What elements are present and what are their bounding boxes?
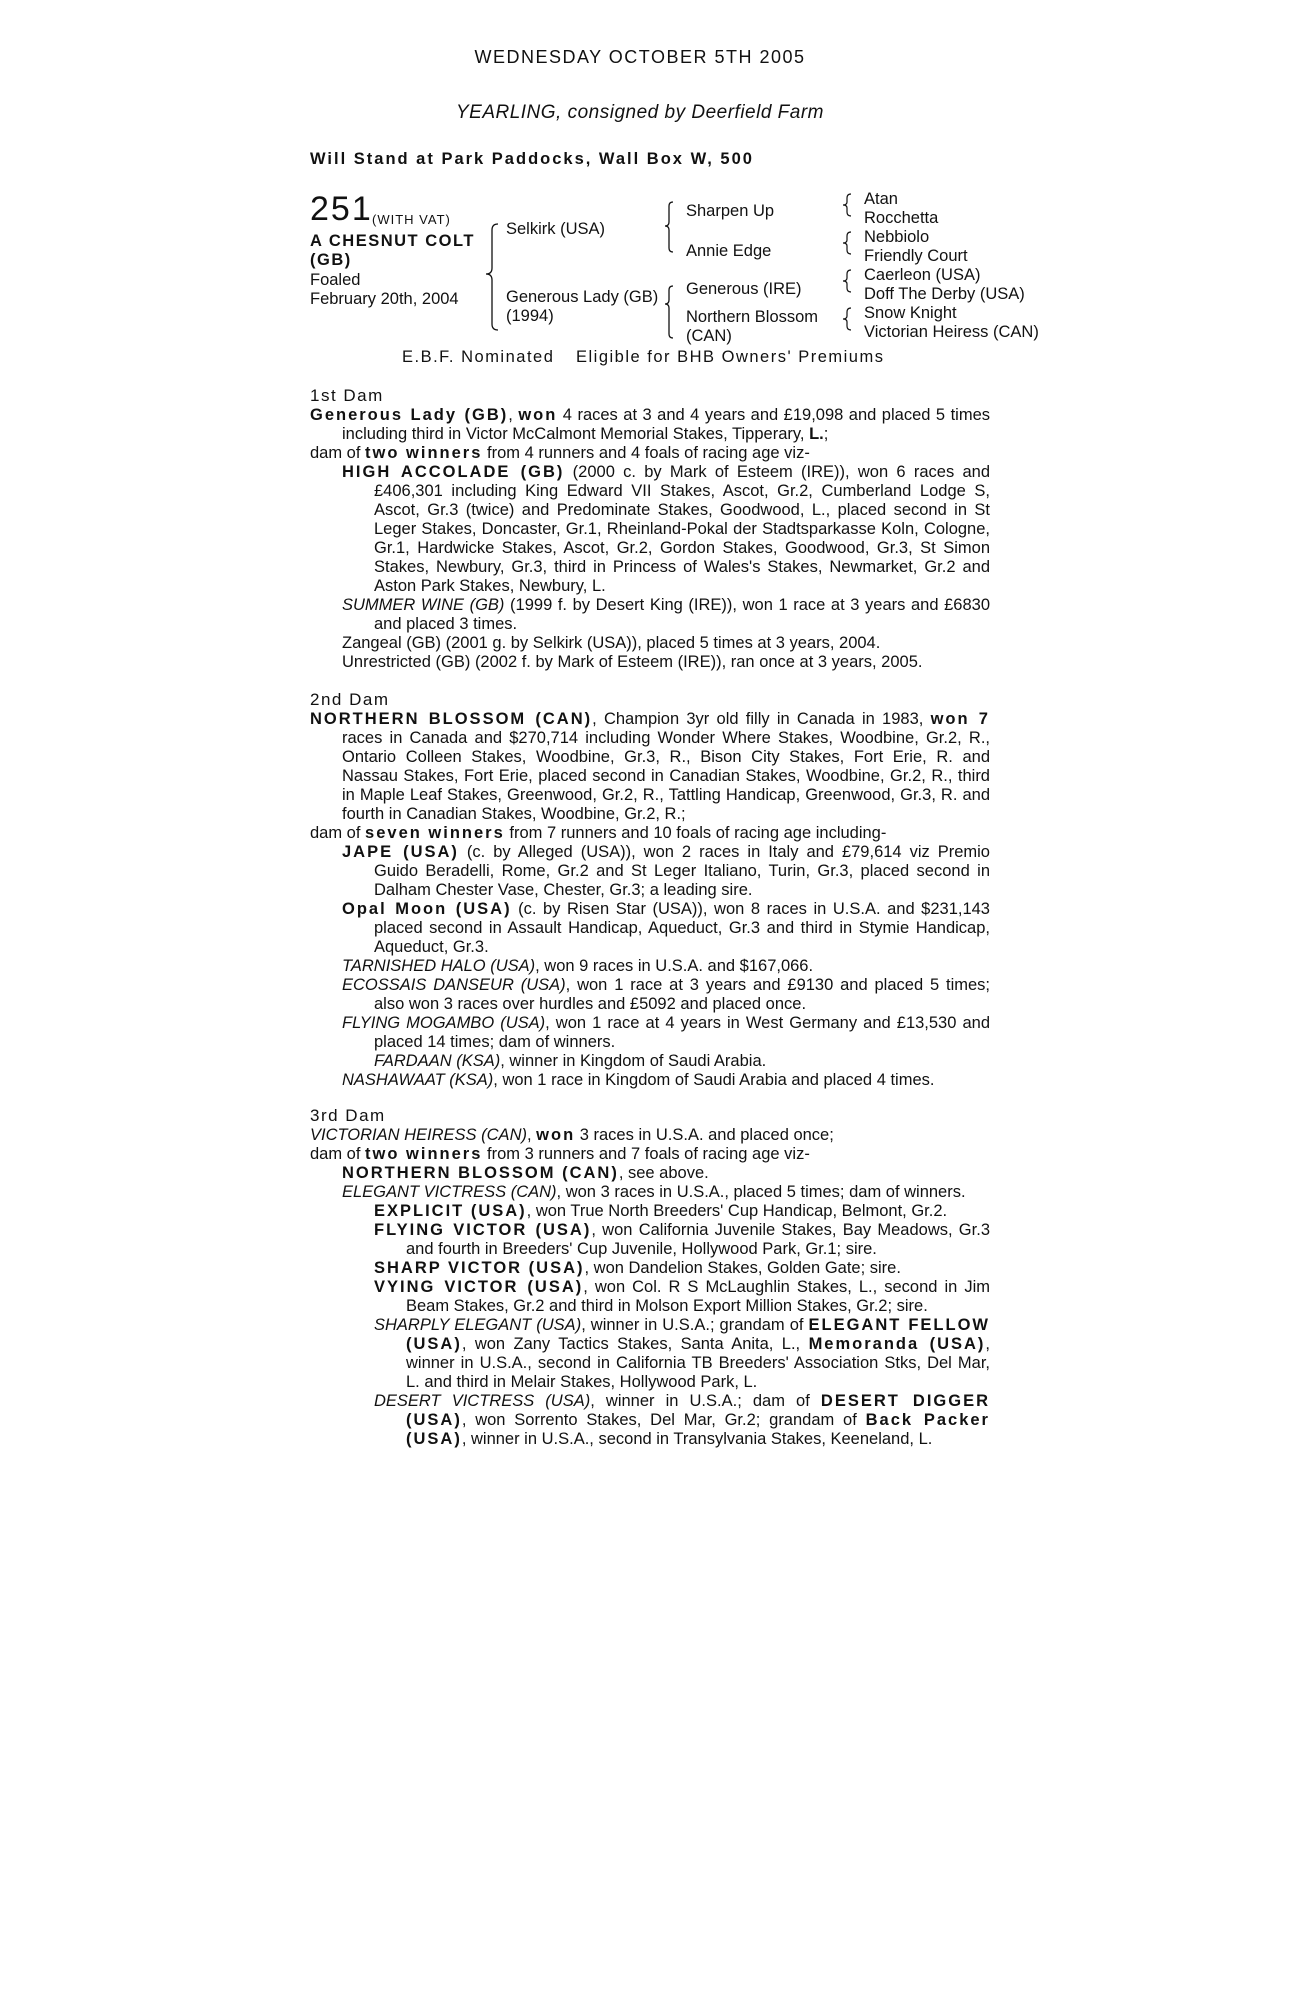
grand-produce-name: DESERT DIGGER (USA) [406, 1392, 991, 1429]
consignment-line: YEARLING, consigned by Deerfield Farm [455, 102, 825, 123]
produce-entry [310, 1164, 990, 1183]
produce-name: TARNISHED HALO (USA) [342, 957, 536, 975]
produce-name: EXPLICIT (USA) [374, 1202, 527, 1220]
produce-text: , won Sorrento Stakes, Del Mar, Gr.2; grandam of [461, 1411, 857, 1429]
produce-text: , winner in U.S.A., second in California TB Breeders' Association Stks, Del Mar, L. and third in Melair Stakes, Hollywood Park, L. [406, 1335, 990, 1391]
winners-count: two winners [365, 1145, 483, 1163]
vat-note: (WITH VAT) [372, 212, 451, 227]
won-word: won 7 [930, 710, 990, 728]
produce-name: FLYING MOGAMBO (USA) [342, 1014, 546, 1032]
second-dam-heading: 2nd Dam [310, 690, 390, 709]
grand-produce-entry [310, 1259, 990, 1278]
grand-produce-entry [310, 1278, 990, 1316]
produce-text: , won 3 races in U.S.A., placed 5 times; dam of winners. [556, 1183, 966, 1201]
produce-entry [310, 463, 990, 596]
grand-produce-name: Memoranda (USA) [808, 1335, 986, 1353]
produce-text: , won 1 race at 3 years and £9130 and placed 5 times; also won 3 races over hurdles and £5092 and placed once. [374, 976, 990, 1013]
produce-entry [310, 900, 990, 957]
first-dam-intro: 4 races at 3 and 4 years and £19,098 and placed 5 times including third in Victor McCalmont Memorial Stakes, Tipperary, [342, 406, 990, 443]
produce-text: , won 1 race at 4 years in West Germany and £13,530 and placed 14 times; dam of winners. [374, 1014, 991, 1051]
produce-name: JAPE (USA) [342, 843, 459, 861]
second-dam-record [310, 710, 990, 824]
first-dam-heading: 1st Dam [310, 386, 384, 405]
grand-produce-entry [310, 1202, 990, 1221]
dam-of-label: dam of [310, 824, 361, 842]
dam-of-label: dam of [310, 444, 361, 462]
produce-text: , won Dandelion Stakes, Golden Gate; sire. [584, 1259, 901, 1277]
second-dam-intro: , Champion 3yr old filly in Canada in 1983, [592, 710, 924, 728]
produce-entry: Zangeal (GB) (2001 g. by Selkirk (USA)), placed 5 times at 3 years, 2004. [342, 634, 881, 652]
foaled-label: Foaled [310, 271, 361, 289]
produce-name: VYING VICTOR (USA) [374, 1278, 584, 1296]
sale-date: WEDNESDAY OCTOBER 5TH 2005 [474, 47, 806, 67]
produce-name: ELEGANT VICTRESS (CAN) [342, 1183, 557, 1201]
produce-entry [310, 1071, 990, 1090]
sire-dam: Annie Edge [686, 242, 772, 260]
produce-name: FLYING VICTOR (USA) [374, 1221, 592, 1239]
produce-name: FARDAAN (KSA) [374, 1052, 501, 1070]
punct: ; [823, 425, 829, 443]
dam-dam: Northern Blossom [686, 308, 819, 326]
produce-entry [310, 1014, 990, 1052]
ggp-8: Victorian Heiress (CAN) [864, 323, 1039, 341]
produce-entry [310, 976, 990, 1014]
produce-name: Opal Moon (USA) [342, 900, 512, 918]
dam-name: Generous Lady (GB) [506, 288, 659, 306]
ggp-3: Nebbiolo [864, 228, 930, 246]
produce-entry [310, 843, 990, 900]
third-dam-heading: 3rd Dam [310, 1106, 386, 1125]
grand-produce-entry [310, 1392, 990, 1449]
produce-name: ECOSSAIS DANSEUR (USA) [342, 976, 566, 994]
ggp-1: Atan [864, 190, 898, 208]
second-dam-section [310, 690, 990, 1090]
ggp-7: Snow Knight [864, 304, 957, 322]
produce-sub-entry [310, 1052, 990, 1071]
produce-text: , winner in U.S.A.; dam of [590, 1392, 810, 1410]
lot-number: 251 [310, 190, 373, 228]
second-dam-name: NORTHERN BLOSSOM (CAN) [310, 710, 593, 728]
winners-count: two winners [365, 444, 483, 462]
second-dam-intro2: races in Canada and $270,714 including Wonder Where Stakes, Woodbine, Gr.2, R., Ontario Colleen Stakes, Woodbine, Gr.3, R., Bison City Stakes, Fort Erie, R. and Nassau Stakes, Fort Erie, placed second in Canadian Stakes, Woodbine, Gr.2, R., third in Maple Leaf Stakes, Greenwood, Gr.2, R., Tattling Handicap, Greenwood, Gr.3, R. and fourth in Canadian Stakes, Woodbine, Gr.2, R.; [342, 729, 990, 823]
produce-text: , won True North Breeders' Cup Handicap, Belmont, Gr.2. [526, 1202, 948, 1220]
dam-year: (1994) [506, 307, 554, 325]
first-dam-name: Generous Lady (GB) [310, 406, 509, 424]
produce-text: (2000 c. by Mark of Esteem (IRE)), won 6 races and £406,301 including King Edward VII Stakes, Ascot, Gr.2, Cumberland Lodge S, Ascot, Gr.3 (twice) and Predominate Stakes, Goodwood, L., placed second in St Leger Stakes, Doncaster, Gr.1, Rheinland-Pokal der Stadtsparkasse Koln, Cologne, Gr.1, Hardwicke Stakes, Ascot, Gr.2, Gordon Stakes, Goodwood, Gr.3, St Simon Stakes, Newbury, Gr.3, third in Princess of Wales's Stakes, Newmarket, Gr.2 and Aston Park Stakes, Newbury, L. [374, 463, 990, 595]
ggp-6: Doff The Derby (USA) [864, 285, 1025, 303]
produce-text: (c. by Alleged (USA)), won 2 races in Italy and £79,614 viz Premio Guido Beradelli, Rome, Gr.2 and St Leger Italiano, Turin, Gr.3, placed second in Dalham Chester Vase, Chester, Gr.3; a leading sire. [374, 843, 990, 899]
first-dam-section [310, 386, 990, 672]
stand-location: Will Stand at Park Paddocks, Wall Box W, 500 [310, 150, 754, 168]
produce-entry [310, 1183, 990, 1202]
bhb-eligible: Eligible for BHB Owners' Premiums [576, 348, 885, 366]
produce-text: (c. by Risen Star (USA)), won 8 races in U.S.A. and $231,143 placed second in Assault Handicap, Aqueduct, Gr.3 and third in Stymie Handicap, Aqueduct, Gr.3. [374, 900, 990, 956]
produce-text: , winner in U.S.A.; grandam of [581, 1316, 804, 1334]
grade: L. [809, 425, 824, 443]
foaled-date: February 20th, 2004 [310, 290, 459, 308]
third-dam-section [310, 1106, 990, 1449]
produce-name: NASHAWAAT (KSA) [342, 1071, 494, 1089]
ggp-2: Rocchetta [864, 209, 939, 227]
grand-produce-name: ELEGANT FELLOW (USA) [406, 1316, 990, 1353]
grand-produce-entry [310, 1221, 990, 1259]
produce-entry: Unrestricted (GB) (2002 f. by Mark of Esteem (IRE)), ran once at 3 years, 2005. [342, 653, 923, 671]
produce-text: , see above. [618, 1164, 709, 1182]
produce-entry [310, 596, 990, 634]
produce-entry [310, 957, 990, 976]
produce-name: DESERT VICTRESS (USA) [374, 1392, 591, 1410]
produce-name: HIGH ACCOLADE (GB) [342, 463, 565, 481]
produce-name: SHARPLY ELEGANT (USA) [374, 1316, 582, 1334]
dam-dam-country: (CAN) [686, 327, 732, 345]
first-dam-produce-summary [310, 444, 990, 463]
produce-name: NORTHERN BLOSSOM (CAN) [342, 1164, 619, 1182]
produce-text: , won Zany Tactics Stakes, Santa Anita, L., [461, 1335, 801, 1353]
lot-description: A CHESNUT COLT (GB) [310, 232, 475, 269]
produce-text: , won California Juvenile Stakes, Bay Meadows, Gr.3 and fourth in Breeders' Cup Juvenile, Hollywood Park, Gr.1; sire. [406, 1221, 990, 1258]
ggp-5: Caerleon (USA) [864, 266, 981, 284]
grand-produce-name: Back Packer (USA) [406, 1411, 990, 1448]
winners-count: seven winners [365, 824, 505, 842]
ggp-4: Friendly Court [864, 247, 968, 265]
third-dam-produce-summary [310, 1145, 990, 1164]
produce-text: (1999 f. by Desert King (IRE)), won 1 race at 3 years and £6830 and placed 3 times. [374, 596, 990, 633]
produce-summary: from 7 runners and 10 foals of racing age including- [509, 824, 887, 842]
produce-name: SUMMER WINE (GB) [342, 596, 505, 614]
won-word: won [536, 1126, 576, 1144]
produce-text: , won Col. R S McLaughlin Stakes, L., second in Jim Beam Stakes, Gr.2 and third in Molson Export Million Stakes, Gr.2; sire. [406, 1278, 990, 1315]
dam-of-label: dam of [310, 1145, 361, 1163]
sire-sire: Sharpen Up [686, 202, 775, 220]
third-dam-intro: 3 races in U.S.A. and placed once; [579, 1126, 834, 1144]
first-dam-record: Generous Lady (GB), won 4 races at 3 and 4 years and £19,098 and placed 5 times including third in Victor McCalmont Memorial Stakes, Tipperary, L.; [310, 406, 990, 443]
produce-text: , winner in Kingdom of Saudi Arabia. [500, 1052, 767, 1070]
produce-text: , won 1 race in Kingdom of Saudi Arabia and placed 4 times. [493, 1071, 935, 1089]
third-dam-name: VICTORIAN HEIRESS (CAN) [310, 1126, 527, 1144]
sire-name: Selkirk (USA) [506, 220, 606, 238]
ebf-nominated: E.B.F. Nominated [402, 348, 555, 366]
produce-summary: from 3 runners and 7 foals of racing age viz- [486, 1145, 810, 1163]
produce-text: , winner in U.S.A., second in Transylvania Stakes, Keeneland, L. [461, 1430, 933, 1448]
pedigree-block [310, 190, 1070, 370]
produce-text: , won 9 races in U.S.A. and $167,066. [535, 957, 814, 975]
produce-summary: from 4 runners and 4 foals of racing age viz- [486, 444, 810, 462]
won-word: won [518, 406, 558, 424]
grand-produce-entry [310, 1316, 990, 1392]
produce-name: SHARP VICTOR (USA) [374, 1259, 585, 1277]
third-dam-record: VICTORIAN HEIRESS (CAN), won 3 races in U.S.A. and placed once; [310, 1126, 834, 1144]
dam-sire: Generous (IRE) [686, 280, 802, 298]
second-dam-produce-summary [310, 824, 990, 843]
